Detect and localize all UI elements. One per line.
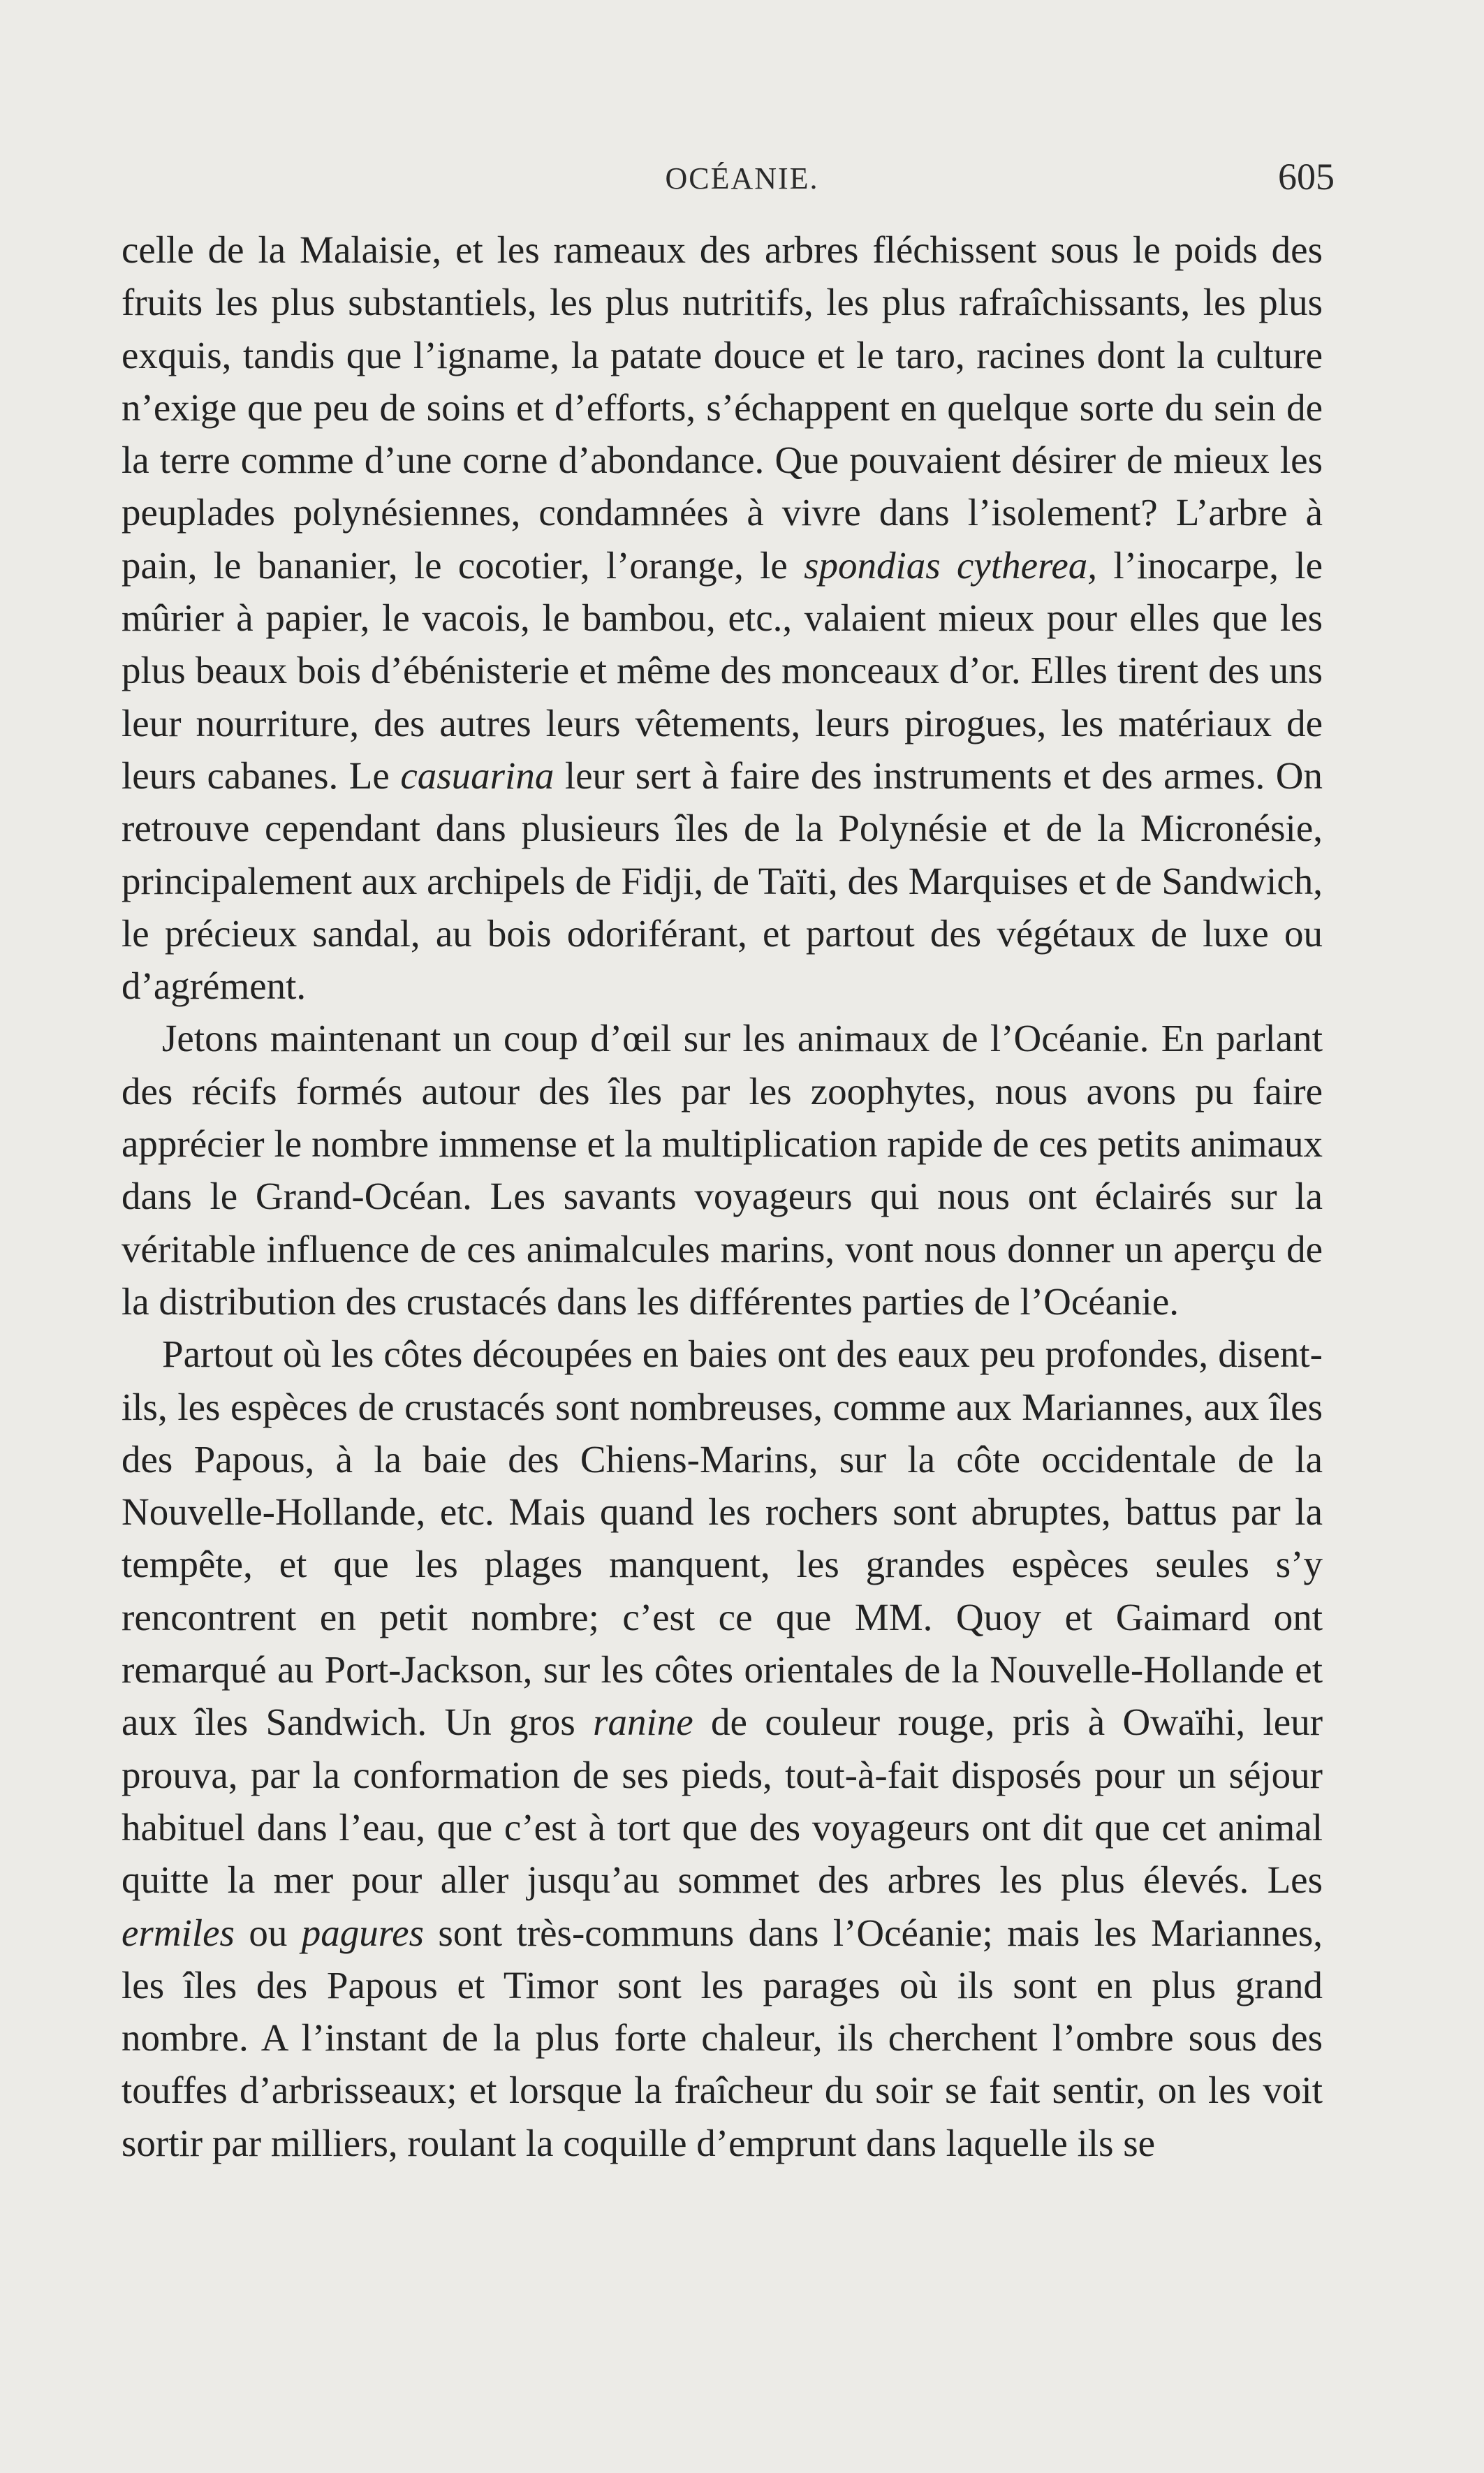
body-text bbox=[122, 223, 1323, 2169]
paragraph-1 bbox=[122, 223, 1323, 1012]
italic-term: ermiles bbox=[122, 1911, 235, 1954]
text-run: sont très-communs dans l’Océanie; mais les Mariannes, les îles des Papous et Timor sont les parages où ils sont en plus grand nombre. A l’instant de la plus forte chaleur, ils cherchent l’ombre sous des touffes d’arbrisseaux; et lorsque la fraîcheur du soir se fait sentir, on les voit sortir par milliers, roulant la coquille d’emprunt dans laquelle ils se bbox=[122, 1911, 1323, 2164]
text-run: de couleur rouge, pris à Owaïhi, leur prouva, par la conformation de ses pieds, tout-à-fait disposés pour un séjour habituel dans l’eau, que c’est à tort que des voyageurs ont dit que cet animal quitte la mer pour aller jusqu’au sommet des arbres les plus élevés. Les bbox=[122, 1701, 1323, 1902]
running-title: OCÉANIE. bbox=[665, 161, 819, 196]
text-run: leur sert à faire des instruments et des armes. On retrouve cependant dans plusieurs îles de la Polynésie et de la Micronésie, principalement aux archipels de Fidji, de Taïti, des Marquises et de Sandwich, le précieux sandal, au bois odoriférant, et partout des végétaux de luxe ou d’agrément. bbox=[122, 754, 1323, 1008]
text-run: Partout où les côtes découpées en baies ont des eaux peu profondes, disent-ils, les espèces de crustacés sont nombreuses, comme aux Mariannes, aux îles des Papous, à la baie des Chiens-Marins, sur la côte occidentale de la Nouvelle-Hollande, etc. Mais quand les rochers sont abruptes, battus par la tempête, et que les plages manquent, les grandes espèces seules s’y rencontrent en petit nombre; c’est ce que MM. Quoy et Gaimard ont remarqué au Port-Jackson, sur les côtes orientales de la Nouvelle-Hollande et aux îles Sandwich. Un gros bbox=[122, 1333, 1323, 1744]
paragraph-3 bbox=[122, 1328, 1323, 2169]
italic-term: pagures bbox=[301, 1911, 424, 1954]
paragraph-2: Jetons maintenant un coup d’œil sur les animaux de l’Océanie. En parlant des récifs formés autour des îles par les zoophytes, nous avons pu faire apprécier le nombre immense et la multiplication rapide de ces petits animaux dans le Grand-Océan. Les savants voyageurs qui nous ont éclairés sur la véritable influence de ces animalcules marins, vont nous donner un aperçu de la distribution des crustacés dans les différentes parties de l’Océanie. bbox=[122, 1017, 1323, 1323]
italic-term: ranine bbox=[593, 1701, 693, 1744]
text-run: ou bbox=[234, 1911, 302, 1954]
page-number: 605 bbox=[1278, 156, 1335, 198]
text-run: celle de la Malaisie, et les rameaux des arbres fléchissent sous le poids des fruits les plus substantiels, les plus nutritifs, les plus rafraîchissants, les plus exquis, tandis que l’igname, la patate douce et le taro, racines dont la culture n’exige que peu de soins et d’efforts, s’échappent en quelque sorte du sein de la terre comme d’une corne d’abondance. Que pouvaient désirer de mieux les peuplades polynésiennes, condamnées à vivre dans l’isolement? L’arbre à pain, le bananier, le cocotier, l’orange, le bbox=[122, 228, 1323, 587]
text-run: l’inocarpe, le mûrier à papier, le vacois, le bambou, etc., valaient mieux pour elles que les plus beaux bois d’ébénisterie et même des monceaux d’or. Elles tirent des uns leur nourriture, des autres leurs vêtements, leurs pirogues, les matériaux de leurs cabanes. Le bbox=[122, 543, 1323, 797]
italic-term: spondias cytherea, bbox=[804, 543, 1098, 587]
italic-term: casuarina bbox=[400, 754, 554, 797]
